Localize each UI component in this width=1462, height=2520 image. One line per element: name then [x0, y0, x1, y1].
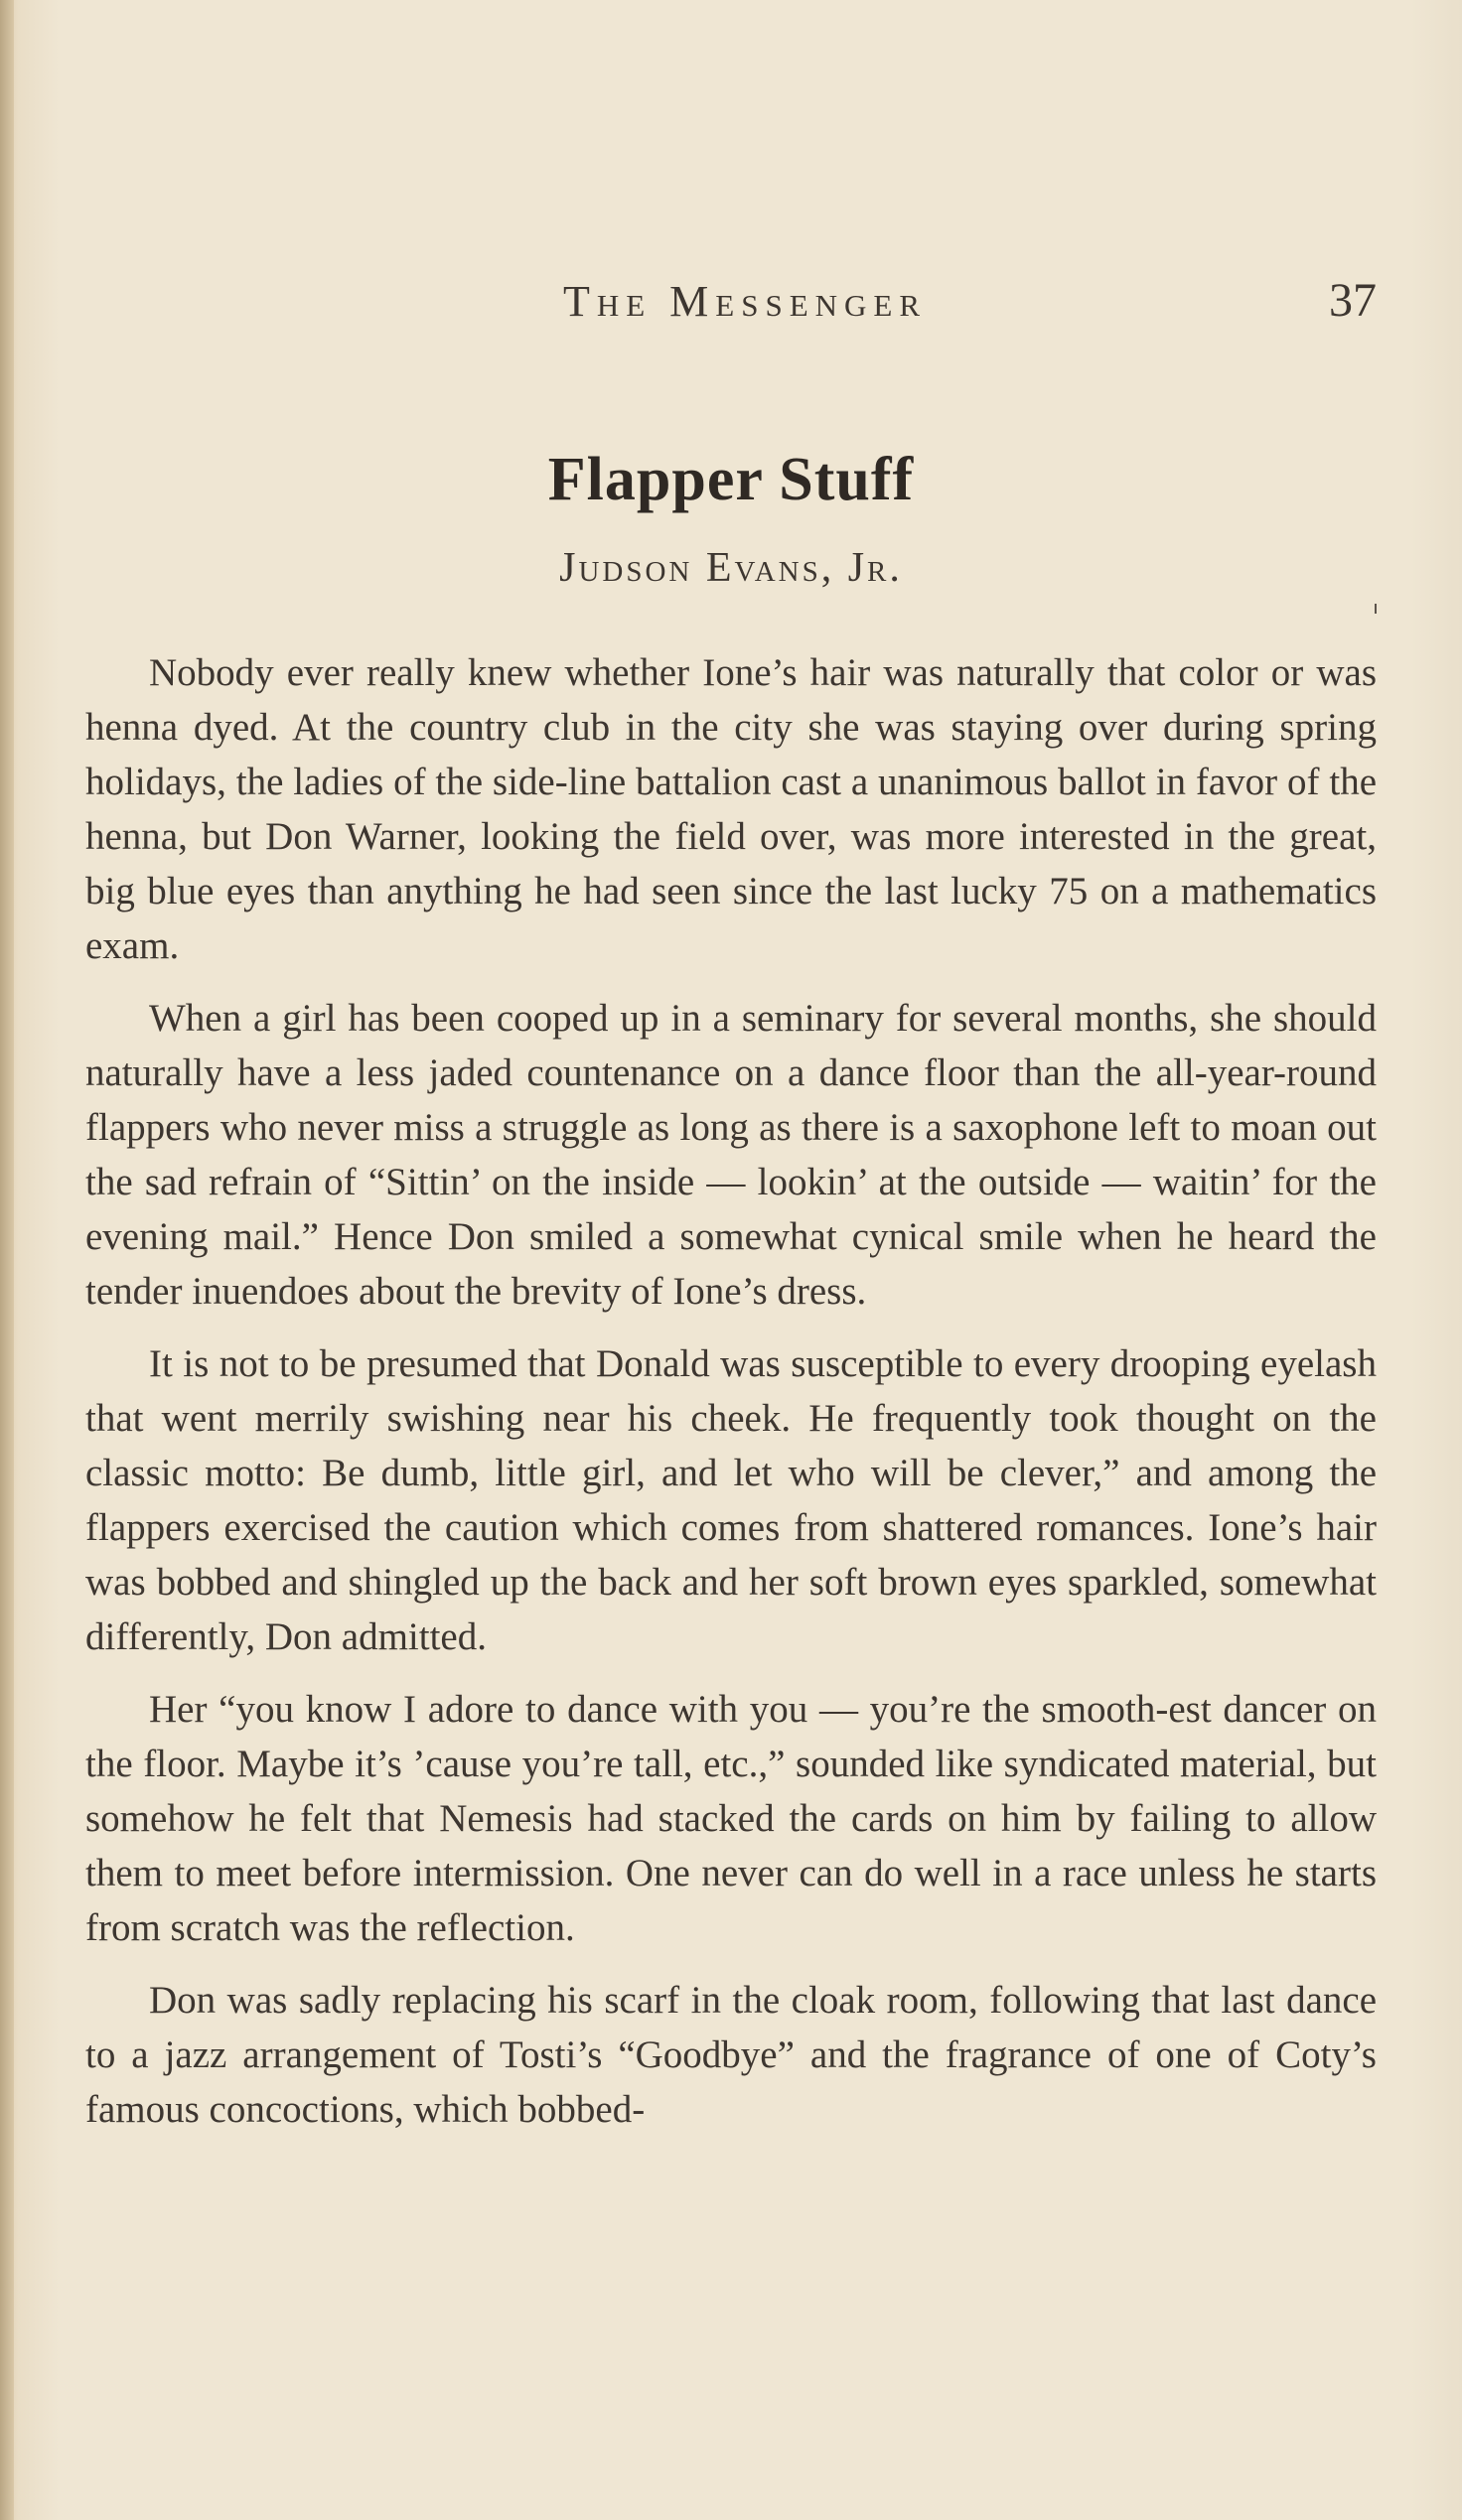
- paragraph: It is not to be presumed that Donald was susceptible to every drooping eyelash that went merrily swishing near his cheek. He frequently took thought on the classic motto: Be dumb, little girl, and let who will be clever,” and among the flappers exercised the caution which comes from shattered romances. Ione’s hair was bobbed and shingled up the back and her soft brown eyes sparkled, somewhat differently, Don admitted.: [85, 1342, 1377, 1658]
- article-body: [85, 645, 1377, 2155]
- article-author: Judson Evans, Jr.: [559, 545, 903, 591]
- paragraph: Don was sadly replacing his scarf in the cloak room, following that last dance to a jazz arrangement of Tosti’s “Goodbye” and the fragrance of one of Coty’s famous concoctions, which bobbed-: [85, 1979, 1377, 2131]
- running-header-word-2: Messenger: [669, 277, 928, 326]
- running-header-title: [467, 276, 1023, 327]
- running-header-word-1: The: [562, 277, 653, 326]
- paragraph: Nobody ever really knew whether Ione’s hair was naturally that color or was henna dyed. At the country club in the city she was staying over during spring holidays, the ladies of the side-line battalion cast a unanimous ballot in favor of the henna, but Don Warner, looking the field over, was more interested in the great, big blue eyes than anything he had seen since the last lucky 75 on a mathematics exam.: [85, 651, 1377, 967]
- paragraph: Her “you know I adore to dance with you — you’re the smooth-est dancer on the floor. Maybe it’s ’cause you’re tall, etc.,” sounded like syndicated material, but somehow he felt that Nemesis had stacked the cards on him by failing to allow them to meet before intermission. One never can do well in a race unless he starts from scratch was the reflection.: [85, 1688, 1377, 1949]
- article-title: Flapper Stuff: [547, 446, 915, 513]
- page-spine-shadow: [0, 0, 14, 2520]
- page-number: 37: [1329, 274, 1377, 327]
- printer-mark: [1375, 604, 1377, 614]
- paragraph: When a girl has been cooped up in a seminary for several months, she should naturally have a less jaded countenance on a dance floor than the all-year-round flappers who never miss a struggle as long as there is a saxophone left to moan out the sad refrain of “Sittin’ on the inside — lookin’ at the outside — waitin’ for the evening mail.” Hence Don smiled a somewhat cynical smile when he heard the tender inuendoes about the brevity of Ione’s dress.: [85, 997, 1377, 1313]
